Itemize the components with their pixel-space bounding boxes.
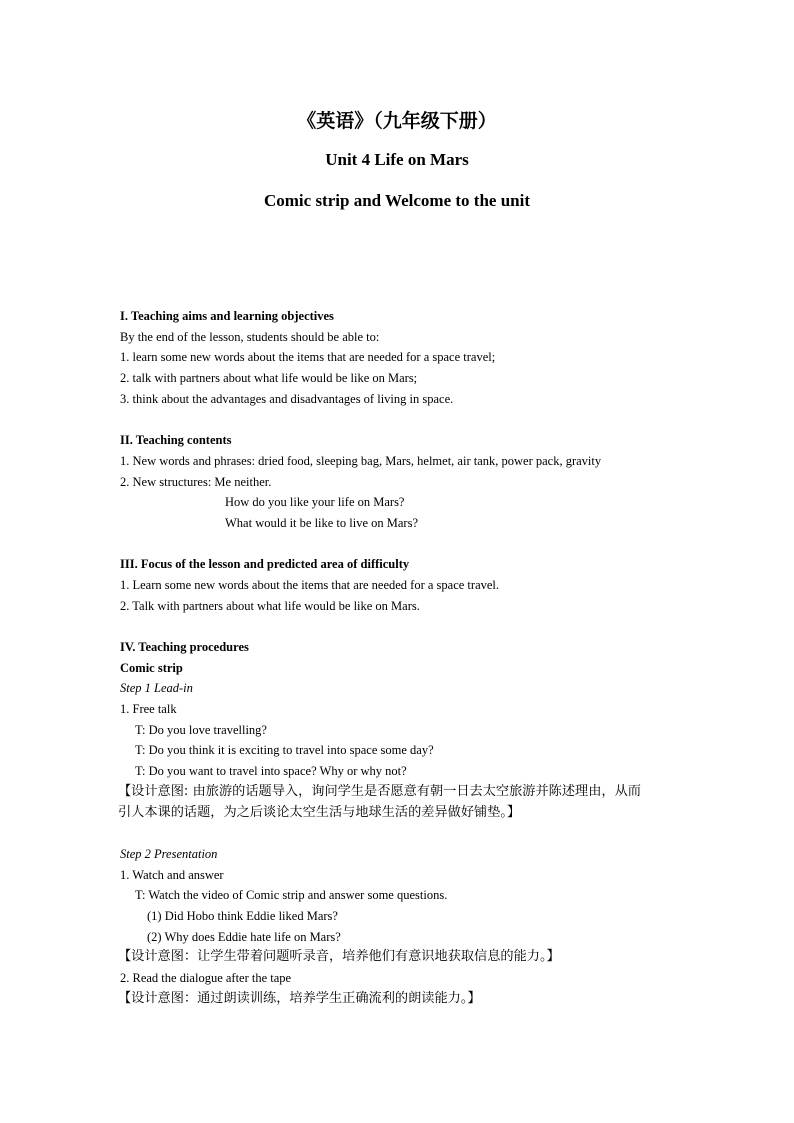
- step2-design-intent: [118, 989, 678, 1010]
- lesson-title: Comic strip and Welcome to the unit: [263, 191, 530, 210]
- step1-question: T: Do you love travelling?: [135, 722, 267, 737]
- step1-title: Step 1 Lead-in: [120, 681, 193, 696]
- step1-question: T: Do you want to travel into space? Why or why not?: [135, 764, 407, 779]
- aims-item: 1. learn some new words about the items that are needed for a space travel;: [120, 350, 496, 365]
- procedures-subheading: Comic strip: [120, 660, 183, 675]
- step2-teacher-line: T: Watch the video of Comic strip and answer some questions.: [135, 888, 448, 903]
- aims-intro: By the end of the lesson, students should be able to:: [120, 329, 380, 344]
- document-body: [120, 306, 690, 1009]
- step2-question: (1) Did Hobo think Eddie liked Mars?: [147, 908, 338, 923]
- section-heading-contents: II. Teaching contents: [120, 433, 232, 448]
- step1-item: 1. Free talk: [120, 702, 177, 717]
- step2-question: (2) Why does Eddie hate life on Mars?: [147, 929, 341, 944]
- step2-item: 1. Watch and answer: [120, 867, 224, 882]
- book-title: 《英语》（九年级下册）: [297, 110, 497, 132]
- section-heading-procedures: IV. Teaching procedures: [120, 640, 249, 654]
- unit-title: Unit 4 Life on Mars: [325, 150, 469, 169]
- step2-item: 2. Read the dialogue after the tape: [120, 971, 292, 986]
- contents-structure: What would it be like to live on Mars?: [225, 515, 419, 530]
- step1-question: T: Do you think it is exciting to travel into space some day?: [135, 743, 434, 758]
- contents-structures-label: 2. New structures: Me neither.: [120, 474, 272, 489]
- section-heading-aims: I. Teaching aims and learning objectives: [120, 309, 334, 323]
- step2-design-intent: [118, 947, 678, 968]
- step1-design-intent: [118, 782, 678, 823]
- aims-item: 3. think about the advantages and disadvantages of living in space.: [120, 391, 454, 406]
- step2-title: Step 2 Presentation: [120, 846, 218, 861]
- contents-structure: How do you like your life on Mars?: [225, 495, 405, 510]
- design-intent-line: 引人本课的话题，为之后谈论太空生活与地球生活的差异做好铺垫。】: [118, 804, 521, 820]
- design-intent-line: 【设计意图：通过朗读训练，培养学生正确流利的朗读能力。】: [118, 990, 481, 1006]
- focus-item: 1. Learn some new words about the items that are needed for a space travel.: [120, 577, 500, 592]
- aims-item: 2. talk with partners about what life would be like on Mars;: [120, 371, 418, 386]
- design-intent-line: 【设计意图：让学生带着问题听录音，培养他们有意识地获取信息的能力。】: [118, 949, 560, 965]
- design-intent-line: 【设计意图: 由旅游的话题导入，询问学生是否愿意有朝一日去太空旅游并陈述理由，从而: [118, 783, 641, 799]
- section-heading-focus: III. Focus of the lesson and predicted area of difficulty: [120, 557, 410, 572]
- focus-item: 2. Talk with partners about what life would be like on Mars.: [120, 598, 420, 613]
- contents-words: 1. New words and phrases: dried food, sleeping bag, Mars, helmet, air tank, power pack, gravity: [120, 453, 602, 468]
